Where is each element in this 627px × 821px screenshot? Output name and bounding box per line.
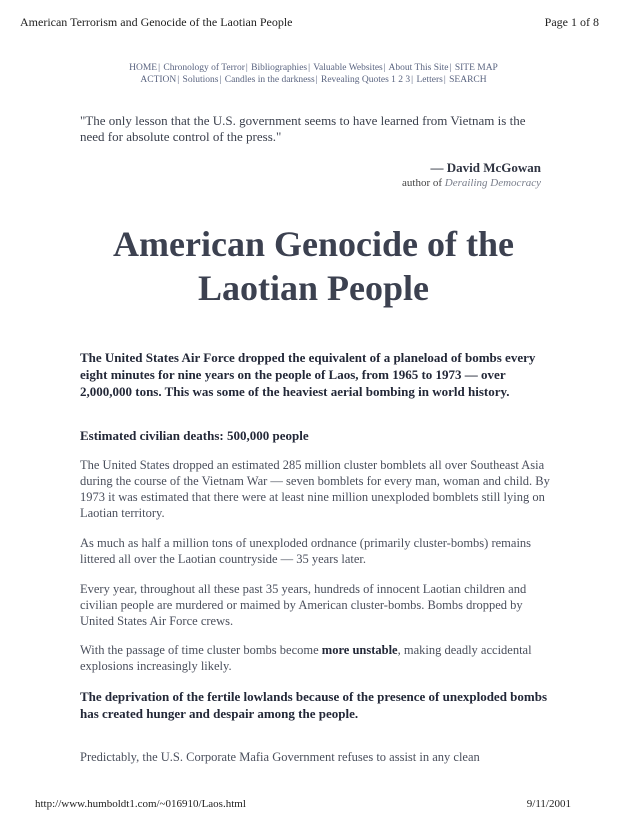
nav-row-1: [0, 62, 627, 74]
civilian-deaths-statement: Estimated civilian deaths: 500,000 people: [80, 428, 309, 443]
nav-separator: |: [245, 63, 248, 73]
nav-link-quotes-1[interactable]: 1: [391, 75, 396, 85]
print-header-page: Page 1 of 8: [544, 15, 599, 29]
nav-link-websites[interactable]: Valuable Websites: [313, 63, 383, 73]
lead-paragraph: The United States Air Force dropped the equivalent of a planeload of bombs every eight minutes for nine years on the people of Laos, from 1965 to 1973 — over 2,000,000 tons. This was some of the heaviest aerial bombing in world history.: [80, 350, 536, 399]
nav-separator: |: [315, 75, 318, 85]
page-title-line-2: Laotian People: [198, 268, 429, 308]
nav-separator: |: [449, 63, 452, 73]
paragraph-annual-victims: Every year, throughout all these past 35 years, hundreds of innocent Laotian children and civilian people are murdered or maimed by American cluster-bombs. Bombs dropped by United States Air Force crews.: [80, 582, 527, 628]
page-title: [0, 222, 627, 310]
nav-quotes-label: Revealing Quotes: [320, 75, 389, 85]
paragraph-instability-emphasis: more unstable: [321, 643, 398, 657]
nav-link-candles[interactable]: Candles in the darkness: [224, 75, 315, 85]
nav-link-bibliographies[interactable]: Bibliographies: [251, 63, 308, 73]
nav-link-quotes-3[interactable]: 3: [405, 75, 411, 85]
nav-separator: |: [158, 63, 161, 73]
site-navigation: [0, 62, 627, 86]
nav-separator: |: [177, 75, 180, 85]
epigraph-source-prefix: author of: [402, 177, 443, 189]
nav-link-search[interactable]: SEARCH: [449, 75, 487, 85]
paragraph-cluster-bomblets: The United States dropped an estimated 285 million cluster bomblets all over Southeast Asia during the course of the Vietnam War — seven bomblets for every man, woman and child. By 1973 it was estimated that there were at least nine million unexploded bomblets still lying on Laotian territory.: [80, 458, 550, 520]
nav-link-sitemap[interactable]: SITE MAP: [454, 63, 498, 73]
paragraph-instability-start: With the passage of time cluster bombs become: [80, 643, 322, 657]
nav-separator: |: [308, 63, 311, 73]
paragraph-instability-end: , making deadly accidental explosions increasingly likely.: [80, 643, 532, 673]
epigraph-book-title: Derailing Democracy: [444, 177, 541, 189]
nav-separator: |: [383, 63, 386, 73]
print-header-title: American Terrorism and Genocide of the Laotian People: [20, 15, 293, 29]
epigraph-quote: "The only lesson that the U.S. government seems to have learned from Vietnam is the need for absolute control of the press.": [80, 113, 526, 144]
print-footer-date: 9/11/2001: [526, 798, 571, 810]
nav-separator: |: [443, 75, 446, 85]
paragraph-unexploded-ordnance: As much as half a million tons of unexploded ordnance (primarily cluster-bombs) remains littered all over the Laotian countryside — 35 years later.: [80, 536, 532, 566]
nav-link-about[interactable]: About This Site: [388, 63, 449, 73]
paragraph-instability: [80, 642, 550, 674]
nav-row-2: [0, 74, 627, 86]
epigraph-author: — David McGowan: [430, 160, 541, 175]
epigraph-source: [402, 177, 541, 189]
nav-link-home[interactable]: HOME: [129, 63, 158, 73]
paragraph-government-refusal: Predictably, the U.S. Corporate Mafia Government refuses to assist in any clean: [80, 750, 480, 764]
nav-link-letters[interactable]: Letters: [416, 75, 443, 85]
nav-link-solutions[interactable]: Solutions: [182, 75, 219, 85]
print-footer-url: http://www.humboldt1.com/~016910/Laos.html: [35, 798, 246, 810]
paragraph-hunger-despair: The deprivation of the fertile lowlands because of the presence of unexploded bombs has created hunger and despair among the people.: [80, 689, 548, 721]
nav-link-chronology[interactable]: Chronology of Terror: [163, 63, 245, 73]
page-title-line-1: American Genocide of the: [113, 224, 514, 264]
nav-separator: |: [219, 75, 222, 85]
nav-link-action[interactable]: ACTION: [140, 75, 177, 85]
nav-link-quotes-2[interactable]: 2: [398, 75, 404, 85]
nav-separator: |: [411, 75, 414, 85]
